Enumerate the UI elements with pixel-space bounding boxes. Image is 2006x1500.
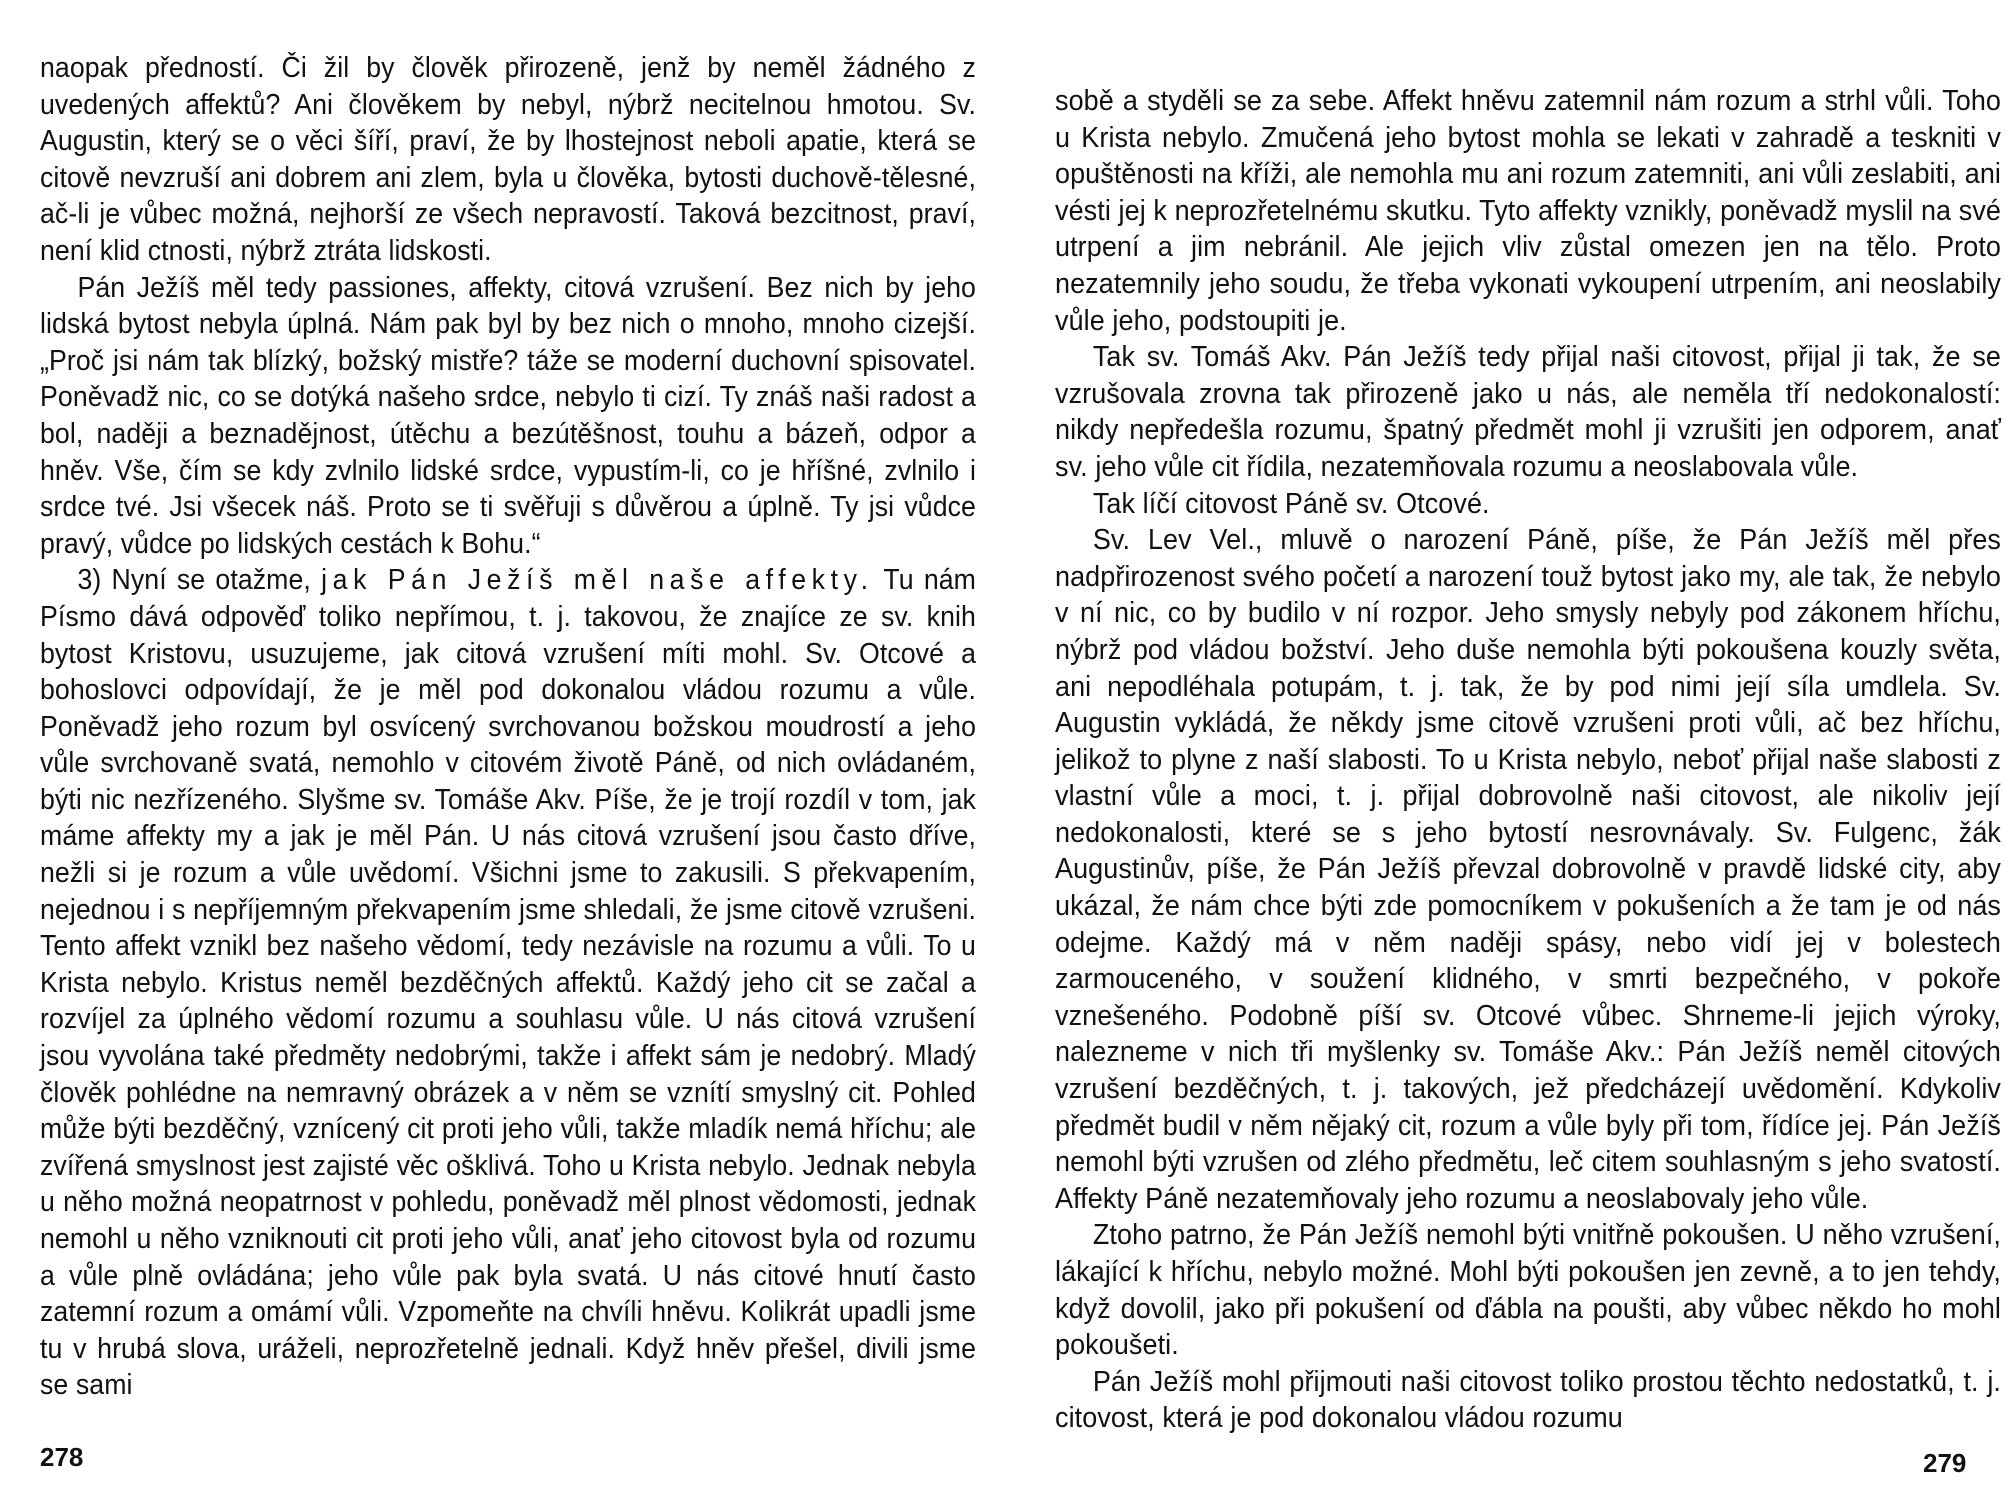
left-page-text-column xyxy=(40,50,976,1404)
spaced-emphasis: jak Pán Ježíš měl naše affekty. xyxy=(321,564,874,597)
paragraph: sobě a styděli se za sebe. Affekt hněvu zatemnil nám rozum a strhl vůli. Toho u Krista nebylo. Zmučená jeho bytost mohla se lekati v zahradě a teskniti v opuštěnosti na kříži, ale nemohla mu ani rozum zatemniti, ani vůli zeslabiti, ani vésti jej k neprozřetelnému skutku. Tyto affekty vznikly, poněvadž myslil na své utrpení a jim nebránil. Ale jejich vliv zůstal omezen jen na tělo. Proto nezatemnily jeho soudu, že třeba vykonati vykoupení utrpením, ani neoslabily vůle jeho, podstoupiti je. xyxy=(1055,85,2001,337)
right-page xyxy=(1003,0,2001,1500)
paragraph: Tak sv. Tomáš Akv. Pán Ježíš tedy přijal naši citovost, přijal ji tak, že se vzrušovala zrovna tak přirozeně jako u nás, ale neměla tří nedokonalostí: nikdy nepředešla rozumu, špatný předmět mohl ji vzrušiti jen odporem, anať sv. jeho vůle cit řídila, nezatemňovala rozumu a neoslabovala vůle. xyxy=(1055,341,2001,483)
paragraph: Pán Ježíš mohl přijmouti naši citovost toliko prostou těchto nedostatků, t. j. citovost, která je pod dokonalou vládou rozumu xyxy=(1055,1365,2001,1435)
paragraph: Ztoho patrno, že Pán Ježíš nemohl býti vnitřně pokoušen. U něho vzrušení, lákající k hříchu, nebylo možné. Mohl býti pokoušen jen zevně, a to jen tehdy, když dovolil, jako při pokušení od ďábla na poušti, aby vůbec někdo ho mohl pokoušeti. xyxy=(1055,1219,2001,1362)
paragraph: naopak předností. Či žil by člověk přirozeně, jenž by neměl žádného z uvedených affektů? Ani člověkem by nebyl, nýbrž necitelnou hmotou. Sv. Augustin, který se o věci šíří, praví, že by lhostejnost neboli apatie, která se citově nevzruší ani dobrem ani zlem, byla u člověka, bytosti duchově-tělesné, ač-li je vůbec možná, nejhorší ze všech nepravostí. Taková bezcitnost, praví, není klid ctnosti, nýbrž ztráta lidskosti. xyxy=(40,52,976,267)
paragraph-rest: Tu nám Písmo dává odpověď toliko nepřímou, t. j. takovou, že znajíce ze sv. knih bytost Kristovu, usuzujeme, jak citová vzrušení míti mohl. Sv. Otcové a bohoslovci odpovídají, že je měl pod dokonalou vládou rozumu a vůle. Poněvadž jeho rozum byl osvícený svrchovanou božskou moudrostí a jeho vůle svrchovaně svatá, nemohlo v citovém životě Páně, od nich ovládaném, býti nic nezřízeného. Slyšme sv. Tomáše Akv. Píše, že je trojí rozdíl v tom, jak máme affekty my a jak je měl Pán. U nás citová vzrušení jsou často dříve, nežli si je rozum a vůle uvědomí. Všichni jsme to zakusili. S překvapením, nejednou i s nepříjemným překvapením jsme shledali, že jsme citově vzrušeni. Tento affekt vznikl bez našeho vědomí, tedy nezávisle na rozumu a vůli. To u Krista nebylo. Kristus neměl bezděčných affektů. Každý jeho cit se začal a rozvíjel za úplného vědomí rozumu a souhlasu vůle. U nás citová vzrušení jsou vyvolána také předměty nedobrými, takže i affekt sám je nedobrý. Mladý člověk pohlédne na nemravný obrázek a v něm se vznítí smyslný cit. Pohled může býti bezděčný, vznícený cit proti jeho vůli, takže mladík nemá hříchu; ale zvířená smyslnost jest zajisté věc ošklivá. Toho u Krista nebylo. Jednak nebyla u něho možná neopatrnost v pohledu, poněvadž měl plnost vědomosti, jednak nemohl u něho vzniknouti cit proti jeho vůli, anať jeho citovost byla od rozumu a vůle plně ovládána; jeho vůle pak byla svatá. U nás citové hnutí často zatemní rozum a omámí vůli. Vzpomeňte na chvíli hněvu. Kolikrát upadli jsme tu v hrubá slova, uráželi, neprozřetelně jednali. Když hněv přešel, divili jsme se sami xyxy=(40,564,976,1402)
paragraph-start: 3) Nyní se otažme, xyxy=(77,564,322,597)
page-number: 279 xyxy=(1923,1448,1967,1478)
right-page-text-column xyxy=(1055,83,2001,1437)
paragraph: Tak líčí citovost Páně sv. Otcové. xyxy=(1092,487,1490,520)
paragraph xyxy=(40,562,976,1404)
left-page xyxy=(0,0,976,1500)
paragraph: Pán Ježíš měl tedy passiones, affekty, citová vzrušení. Bez nich by jeho lidská bytost nebyla úplná. Nám pak byl by bez nich o mnoho, mnoho cizejší. „Proč jsi nám tak blízký, božský mistře? táže se moderní duchovní spisovatel. Poněvadž nic, co se dotýká našeho srdce, nebylo ti cizí. Ty znáš naši radost a bol, naději a beznadějnost, útěchu a bezútěšnost, touhu a bázeň, odpor a hněv. Vše, čím se kdy zvlnilo lidské srdce, vypustím-li, co je hříšné, zvlnilo i srdce tvé. Jsi všecek náš. Proto se ti svěřuji s důvěrou a úplně. Ty jsi vůdce pravý, vůdce po lidských cestách k Bohu.“ xyxy=(40,271,976,560)
paragraph: Sv. Lev Vel., mluvě o narození Páně, píše, že Pán Ježíš měl přes nadpřirozenost svého početí a narození touž bytost jako my, ale tak, že nebylo v ní nic, co by budilo v ní rozpor. Jeho smysly nebyly pod zákonem hříchu, nýbrž pod vládou božství. Jeho duše nemohla býti pokoušena kouzly světa, ani nepodléhala potupám, t. j. tak, že by pod nimi její síla umdlela. Sv. Augustin vykládá, že někdy jsme citově vzrušeni proti vůli, ač bez hříchu, jelikož to plyne z naší slabosti. To u Krista nebylo, neboť přijal naše slabosti z vlastní vůle a moci, t. j. přijal dobrovolně naši citovost, ale nikoliv její nedokonalosti, které se s jeho bytostí nesrovnávaly. Sv. Fulgenc, žák Augustinův, píše, že Pán Ježíš převzal dobrovolně v pravdě lidské city, aby ukázal, že nám chce býti zde pomocníkem v pokušeních a že tam je od nás odejme. Každý má v něm naději spásy, nebo vidí jej v bolestech zarmouceného, v soužení klidného, v smrti bezpečného, v pokoře vznešeného. Podobně píší sv. Otcové vůbec. Shrneme-li jejich výroky, nalezneme v nich tři myšlenky sv. Tomáše Akv.: Pán Ježíš neměl citových vzrušení bezděčných, t. j. takových, jež předcházejí uvědomění. Kdykoliv předmět budil v něm nějaký cit, rozum a vůle byly při tom, řídíce jej. Pán Ježíš nemohl býti vzrušen od zlého předmětu, leč citem souhlasným s jeho svatostí. Affekty Páně nezatemňovaly jeho rozumu a neoslabovaly jeho vůle. xyxy=(1055,524,2001,1215)
page-number: 278 xyxy=(40,1442,84,1472)
